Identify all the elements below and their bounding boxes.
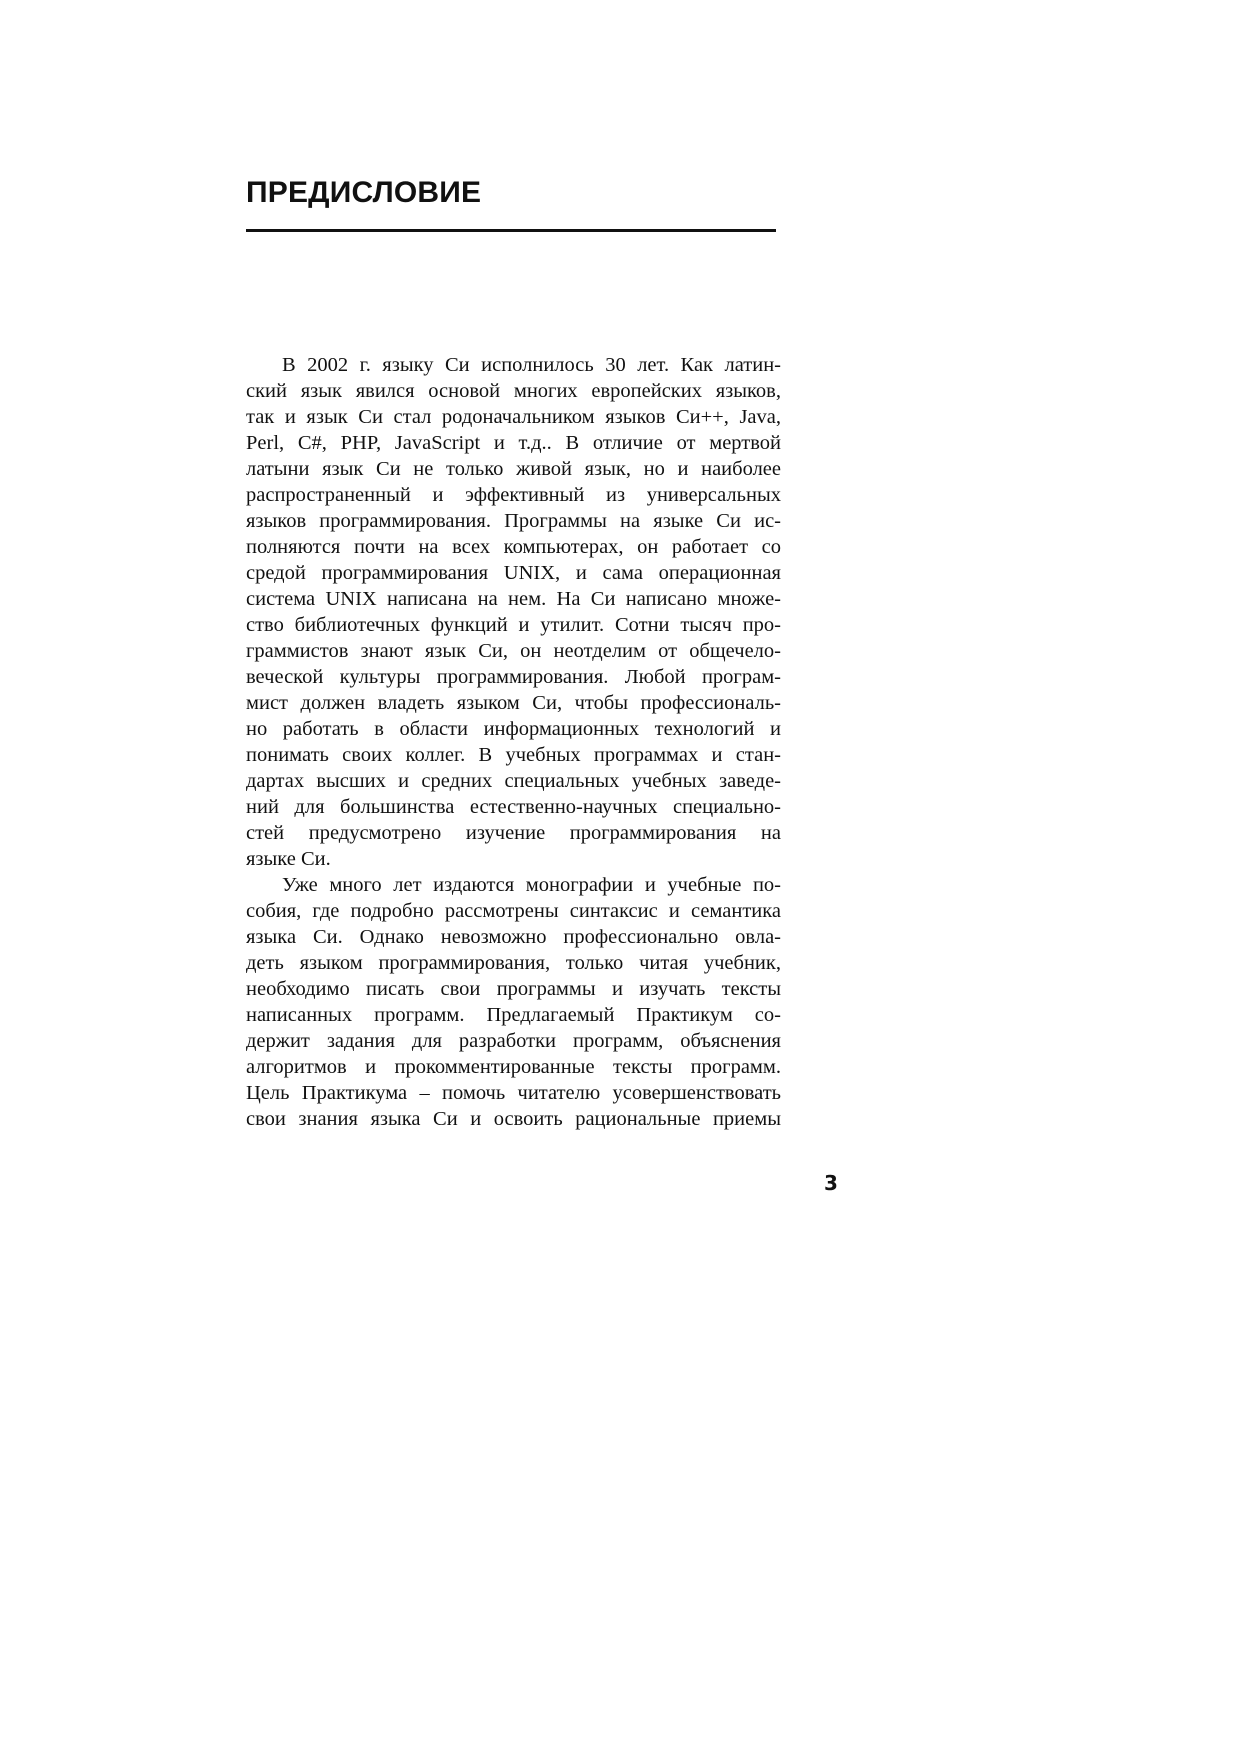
chapter-heading: ПРЕДИСЛОВИЕ xyxy=(246,176,482,209)
text-line: веческой культуры программирования. Любой програм- xyxy=(246,666,781,688)
text-line: граммистов знают язык Си, он неотделим от общечело- xyxy=(246,640,781,662)
text-line: так и язык Си стал родоначальником языков Си++, Java, xyxy=(246,406,781,428)
text-line: полняются почти на всех компьютерах, он работает со xyxy=(246,536,781,558)
text-line: языков программирования. Программы на языке Си ис- xyxy=(246,510,781,532)
text-line: ство библиотечных функций и утилит. Сотни тысяч про- xyxy=(246,614,781,636)
page-number: 3 xyxy=(824,1171,838,1195)
text-line: деть языком программирования, только читая учебник, xyxy=(246,952,781,974)
text-line: стей предусмотрено изучение программирования на xyxy=(246,822,781,844)
body-text xyxy=(246,352,781,1132)
text-line: Уже много лет издаются монографии и учебные по- xyxy=(282,874,781,896)
text-line: языка Си. Однако невозможно профессионально овла- xyxy=(246,926,781,948)
text-line: средой программирования UNIX, и сама операционная xyxy=(246,562,781,584)
text-line: распространенный и эффективный из универсальных xyxy=(246,484,781,506)
text-line: собия, где подробно рассмотрены синтаксис и семантика xyxy=(246,900,781,922)
text-line: необходимо писать свои программы и изучать тексты xyxy=(246,978,781,1000)
text-line: дартах высших и средних специальных учебных заведе- xyxy=(246,770,781,792)
text-line: мист должен владеть языком Си, чтобы профессиональ- xyxy=(246,692,781,714)
text-line: алгоритмов и прокомментированные тексты программ. xyxy=(246,1056,781,1078)
text-line: латыни язык Си не только живой язык, но и наиболее xyxy=(246,458,781,480)
text-line: свои знания языка Си и освоить рациональные приемы xyxy=(246,1108,781,1130)
text-line: но работать в области информационных технологий и xyxy=(246,718,781,740)
text-line: держит задания для разработки программ, объяснения xyxy=(246,1030,781,1052)
text-line: Цель Практикума – помочь читателю усовершенствовать xyxy=(246,1082,781,1104)
text-line: Perl, C#, PHP, JavaScript и т.д.. В отличие от мертвой xyxy=(246,432,781,454)
text-line: система UNIX написана на нем. На Си написано множе- xyxy=(246,588,781,610)
text-line: языке Си. xyxy=(246,848,331,870)
text-line: В 2002 г. языку Си исполнилось 30 лет. Как латин- xyxy=(282,354,781,376)
heading-underline xyxy=(246,229,776,232)
text-line: ний для большинства естественно-научных специально- xyxy=(246,796,781,818)
text-line: ский язык явился основой многих европейских языков, xyxy=(246,380,781,402)
text-line: написанных программ. Предлагаемый Практикум со- xyxy=(246,1004,781,1026)
text-line: понимать своих коллег. В учебных программах и стан- xyxy=(246,744,781,766)
